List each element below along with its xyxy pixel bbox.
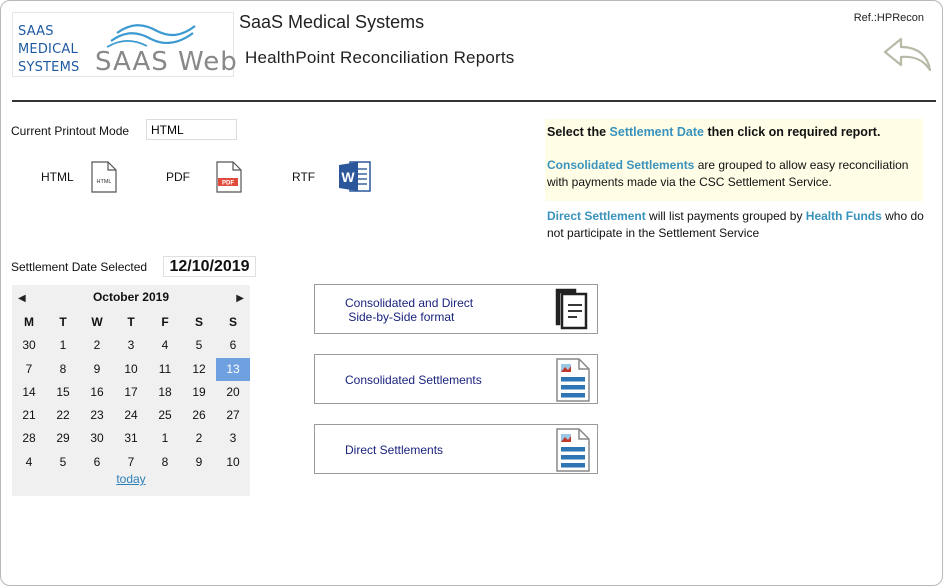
copy-documents-icon [555,288,591,332]
calendar-day[interactable]: 17 [124,384,138,399]
calendar-day[interactable]: 30 [22,338,36,353]
calendar-today-link[interactable]: today [116,472,146,486]
calendar-day[interactable]: 29 [56,431,70,446]
word-icon-letter: W [341,169,355,185]
calendar-day[interactable]: 13 [216,358,250,381]
calendar-day[interactable]: 10 [124,361,138,376]
calendar-day[interactable]: 23 [90,408,104,423]
logo-waves-icon [103,19,203,49]
format-label-rtf: RTF [292,170,316,184]
calendar-week-row [12,358,250,381]
logo-text [18,23,98,77]
format-label-pdf: PDF [166,170,190,184]
printout-mode-label: Current Printout Mode [11,124,130,138]
format-label-html: HTML [41,170,74,184]
report-document-icon [555,358,591,402]
calendar-weekday: S [228,315,237,329]
calendar-grid [12,311,250,474]
logo-line-1: SAAS [18,24,54,39]
calendar-day[interactable]: 1 [59,338,67,353]
report-side-by-side-button[interactable] [314,284,598,334]
consolidated-text: are grouped to allow easy reconciliation with payments made via the CSC Settlement Service. [547,158,909,189]
pdf-file-icon[interactable] [216,161,242,193]
page-title: HealthPoint Reconciliation Reports [245,48,515,67]
calendar-month-title: October 2019 [92,290,170,304]
logo-line-2: MEDICAL [18,42,78,57]
calendar-day[interactable]: 5 [195,338,203,353]
calendar-day[interactable]: 10 [226,454,240,469]
calendar-day[interactable]: 28 [22,431,36,446]
calendar-next-month-icon[interactable]: ▶ [236,293,244,304]
calendar-day[interactable]: 9 [93,361,101,376]
company-logo [12,12,238,77]
consolidated-description [547,157,927,191]
calendar-day[interactable]: 7 [25,361,33,376]
calendar-weekday: F [161,315,169,329]
calendar-day[interactable]: 18 [158,384,172,399]
calendar-day[interactable]: 20 [226,384,240,399]
calendar-weekday: T [59,315,67,329]
calendar-day[interactable]: 31 [124,431,138,446]
calendar-week-row [12,451,250,474]
calendar-day[interactable]: 9 [195,454,203,469]
calendar-day[interactable]: 21 [22,408,36,423]
calendar-week-row [12,334,250,357]
back-arrow-icon[interactable] [881,35,933,73]
report-button-label: Consolidated Settlements [345,373,482,387]
report-direct-button[interactable] [314,424,598,474]
reference-code: Ref.:HPRecon [853,12,924,24]
settlement-date-highlight: Settlement Date [609,125,705,139]
calendar-week-row [12,427,250,450]
instructions-text: Select the [547,125,610,139]
calendar-day[interactable]: 15 [56,384,70,399]
calendar [12,285,250,496]
calendar-day[interactable]: 26 [192,408,206,423]
html-icon-text: HTML [96,179,112,185]
html-file-icon[interactable] [91,161,117,193]
calendar-day[interactable]: 3 [127,338,135,353]
calendar-day[interactable]: 22 [56,408,70,423]
printout-mode-field[interactable] [146,119,237,140]
report-button-label: Direct Settlements [345,443,444,457]
calendar-day[interactable]: 5 [59,454,67,469]
calendar-weekday-row [12,311,250,334]
logo-line-3: SYSTEMS [18,60,80,75]
calendar-weekday: W [91,315,103,329]
report-consolidated-button[interactable] [314,354,598,404]
direct-highlight: Direct Settlement [547,209,646,223]
direct-text: will list payments grouped by [645,209,806,223]
settlement-date-label: Settlement Date Selected [11,260,148,274]
calendar-weekday: T [127,315,135,329]
settlement-date-value: 12/10/2019 [163,256,256,277]
calendar-day[interactable]: 8 [161,454,169,469]
consolidated-highlight: Consolidated Settlements [547,158,695,172]
calendar-day[interactable]: 3 [229,431,237,446]
calendar-day[interactable]: 6 [229,338,237,353]
calendar-header [12,289,250,307]
word-file-icon[interactable] [338,160,372,193]
calendar-day[interactable]: 27 [226,408,240,423]
calendar-day[interactable]: 30 [90,431,104,446]
calendar-day[interactable]: 1 [161,431,169,446]
calendar-day[interactable]: 4 [25,454,33,469]
calendar-day[interactable]: 8 [59,361,67,376]
report-document-icon [555,428,591,472]
calendar-prev-month-icon[interactable]: ◀ [18,293,26,304]
calendar-day[interactable]: 14 [22,384,36,399]
calendar-day[interactable]: 2 [195,431,203,446]
calendar-day[interactable]: 7 [127,454,135,469]
calendar-day[interactable]: 12 [192,361,206,376]
pdf-icon-text: PDF [222,180,234,187]
calendar-week-row [12,404,250,427]
header-divider [12,100,936,102]
direct-description [547,208,927,242]
report-button-label: Consolidated and Direct Side-by-Side format [345,296,474,324]
calendar-weekday: M [24,315,34,329]
direct-text-end: who do not participate in the Settlement Service [547,209,924,240]
calendar-day[interactable]: 24 [124,408,138,423]
calendar-day[interactable]: 4 [161,338,169,353]
company-name: SaaS Medical Systems [239,12,425,32]
calendar-day[interactable]: 11 [158,361,172,376]
calendar-day[interactable]: 6 [93,454,101,469]
calendar-week-row [12,381,250,404]
calendar-weekday: S [194,315,203,329]
calendar-day[interactable]: 25 [158,408,172,423]
health-funds-highlight: Health Funds [805,209,882,223]
calendar-day[interactable]: 2 [93,338,101,353]
calendar-day[interactable]: 19 [192,384,206,399]
calendar-day[interactable]: 16 [90,384,104,399]
instructions-text-end: then click on required report. [704,125,881,139]
logo-saas-web: SAAS Web [95,47,238,77]
instructions-heading [547,125,880,139]
